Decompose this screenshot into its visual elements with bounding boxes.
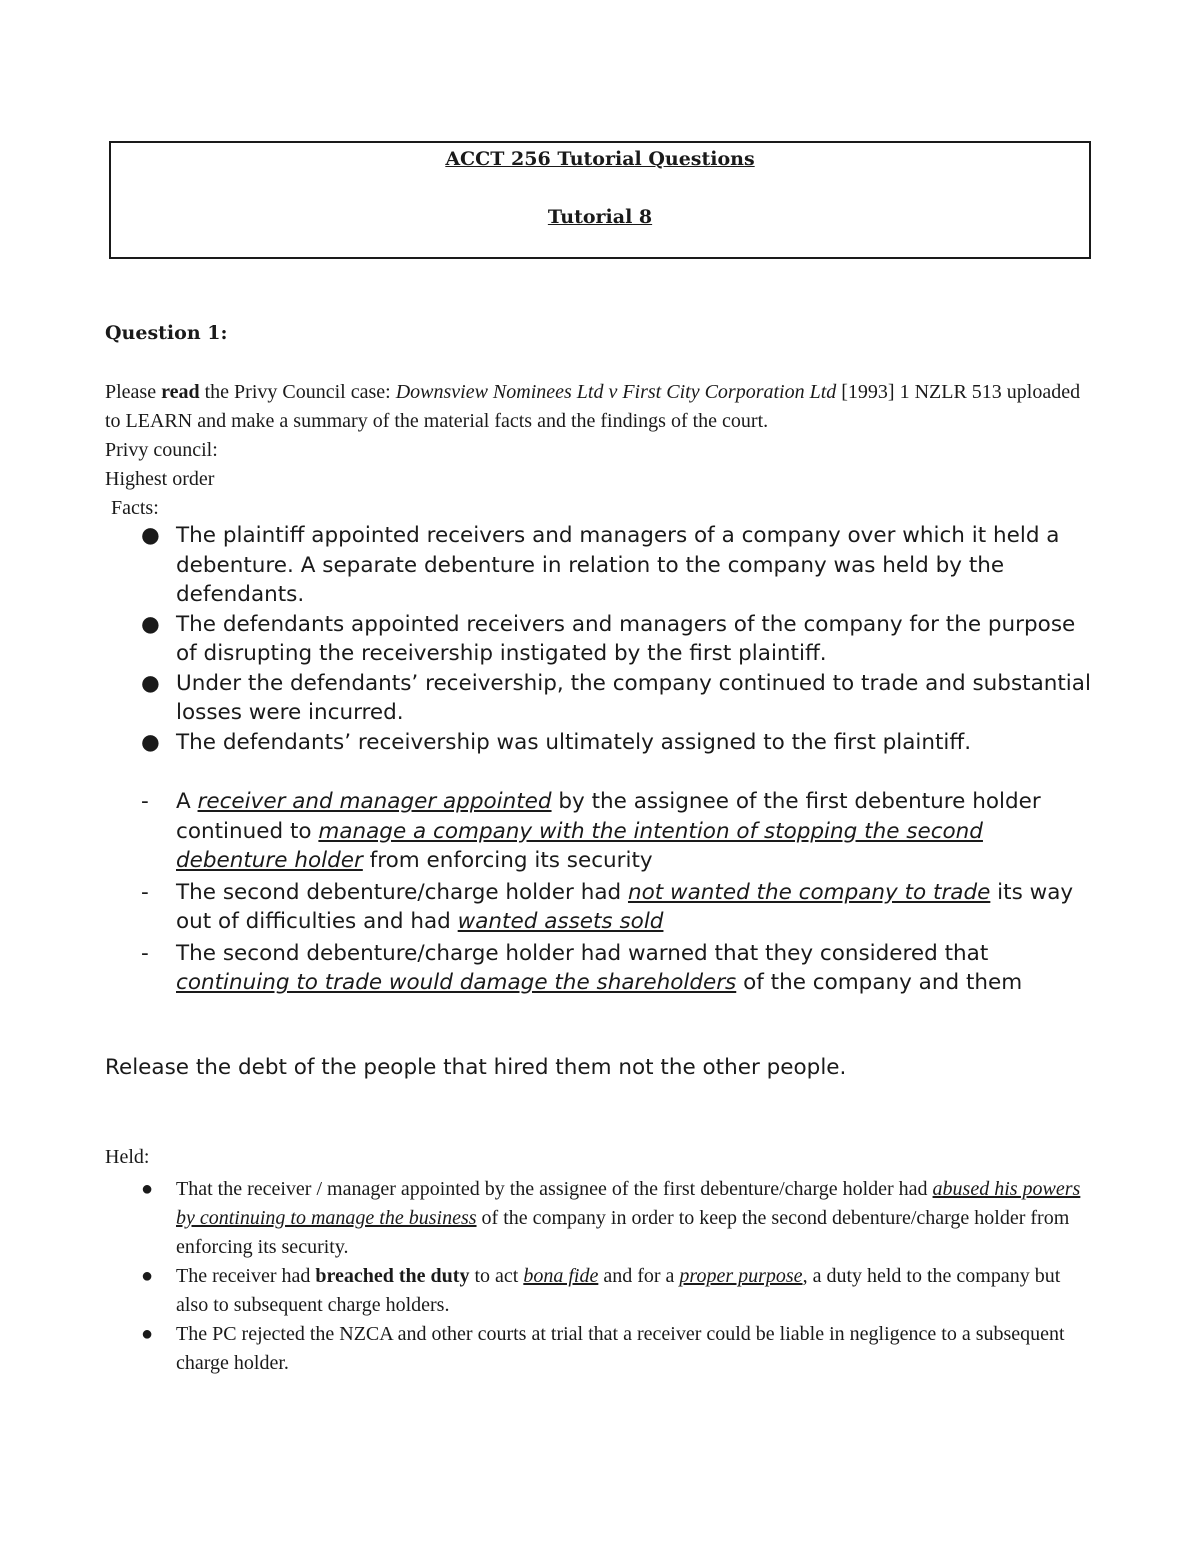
dash-icon: - [141,789,149,814]
document-title: ACCT 256 Tutorial Questions [445,148,755,170]
bullet-icon: ● [141,1265,154,1287]
bullet-icon: ● [141,523,160,548]
intro-mid: the Privy Council case: [199,381,396,403]
list-item [105,878,1095,937]
fact-text: Under the defendants’ receivership, the company continued to trade and substantial losses were incurred. [176,670,1091,725]
held-emphasis: abused his powers by continuing to manage the business [176,1178,1081,1229]
dash-text: The second debenture/charge holder had [176,879,628,905]
dash-text: its way out of difficulties and had [176,879,1074,934]
document-subtitle: Tutorial 8 [547,206,653,228]
held-label: Held: [105,1146,150,1168]
dash-text: from enforcing its security [362,848,653,873]
held-list [105,1175,1095,1378]
bullet-icon: ● [141,729,160,755]
dash-text: The second debenture/charge holder had warned that they considered that [176,940,989,966]
dash-emphasis: continuing to trade would damage the shareholders [176,970,737,995]
intro-paragraph [105,378,1095,436]
fact-text: The plaintiff appointed receivers and managers of a company over which it held a debenture. A separate debenture in relation to the company was held by the defendants. [176,523,1060,607]
held-text: The PC rejected the NZCA and other courts at trial that a receiver could be liable in negligence to a subsequent charge holder. [176,1323,1065,1374]
intro-bold: read [161,381,200,403]
bullet-icon: ● [141,611,160,637]
title-box [109,141,1091,259]
intro-prefix: Please [105,381,162,403]
held-bold: breached the duty [315,1265,470,1287]
list-item [105,669,1095,728]
intro-suffix: [1993] 1 NZLR 513 uploaded to LEARN and make a summary of the material facts and the findings of the court. [105,381,1081,432]
bullet-icon: ● [141,1178,154,1200]
bullet-icon: ● [141,1323,154,1345]
facts-list [105,521,1095,757]
held-text: of the company in order to keep the second debenture/charge holder from enforcing its security. [176,1207,1070,1258]
list-item [105,610,1095,669]
list-item [105,939,1095,998]
question-heading: Question 1: [105,322,228,344]
note-highest-order: Highest order [105,468,215,490]
dash-emphasis: not wanted the company to trade [627,879,991,905]
dash-icon: - [141,879,149,905]
list-item [105,787,1095,876]
bullet-icon: ● [141,670,160,696]
list-item [105,1262,1095,1320]
dash-emphasis: wanted assets sold [457,909,664,934]
list-item [105,1175,1095,1262]
held-text: That the receiver / manager appointed by the assignee of the first debenture/charge holder had [176,1178,933,1200]
question-intro [105,378,1095,523]
held-text: and for a [598,1265,680,1287]
dash-icon: - [141,940,149,966]
dash-text: by the assignee of the first debenture holder continued to [176,789,1041,844]
list-item [105,728,1095,758]
fact-text: The defendants appointed receivers and managers of the company for the purpose of disrupting the receivership instigated by the first plaintiff. [176,611,1076,666]
note-privy-council: Privy council: [105,439,218,461]
list-item [105,1320,1095,1378]
dash-list [105,787,1095,1000]
held-emphasis: bona fide [523,1265,599,1287]
case-name: Downsview Nominees Ltd v First City Corporation Ltd [395,381,837,403]
held-text: to act [469,1265,524,1287]
dash-emphasis: receiver and manager appointed [197,789,552,814]
release-note: Release the debt of the people that hired them not the other people. [105,1055,847,1080]
dash-emphasis: manage a company with the intention of stopping the second debenture holder [176,818,983,873]
fact-text: The defendants’ receivership was ultimately assigned to the first plaintiff. [176,729,972,755]
dash-text: A [176,789,198,814]
list-item [105,521,1095,610]
held-text: The receiver had [176,1265,316,1287]
dash-text: of the company and them [736,970,1023,995]
held-emphasis: proper purpose [679,1265,803,1287]
held-text: , a duty held to the company but also to subsequent charge holders. [176,1265,1061,1316]
facts-label: Facts: [111,497,159,519]
